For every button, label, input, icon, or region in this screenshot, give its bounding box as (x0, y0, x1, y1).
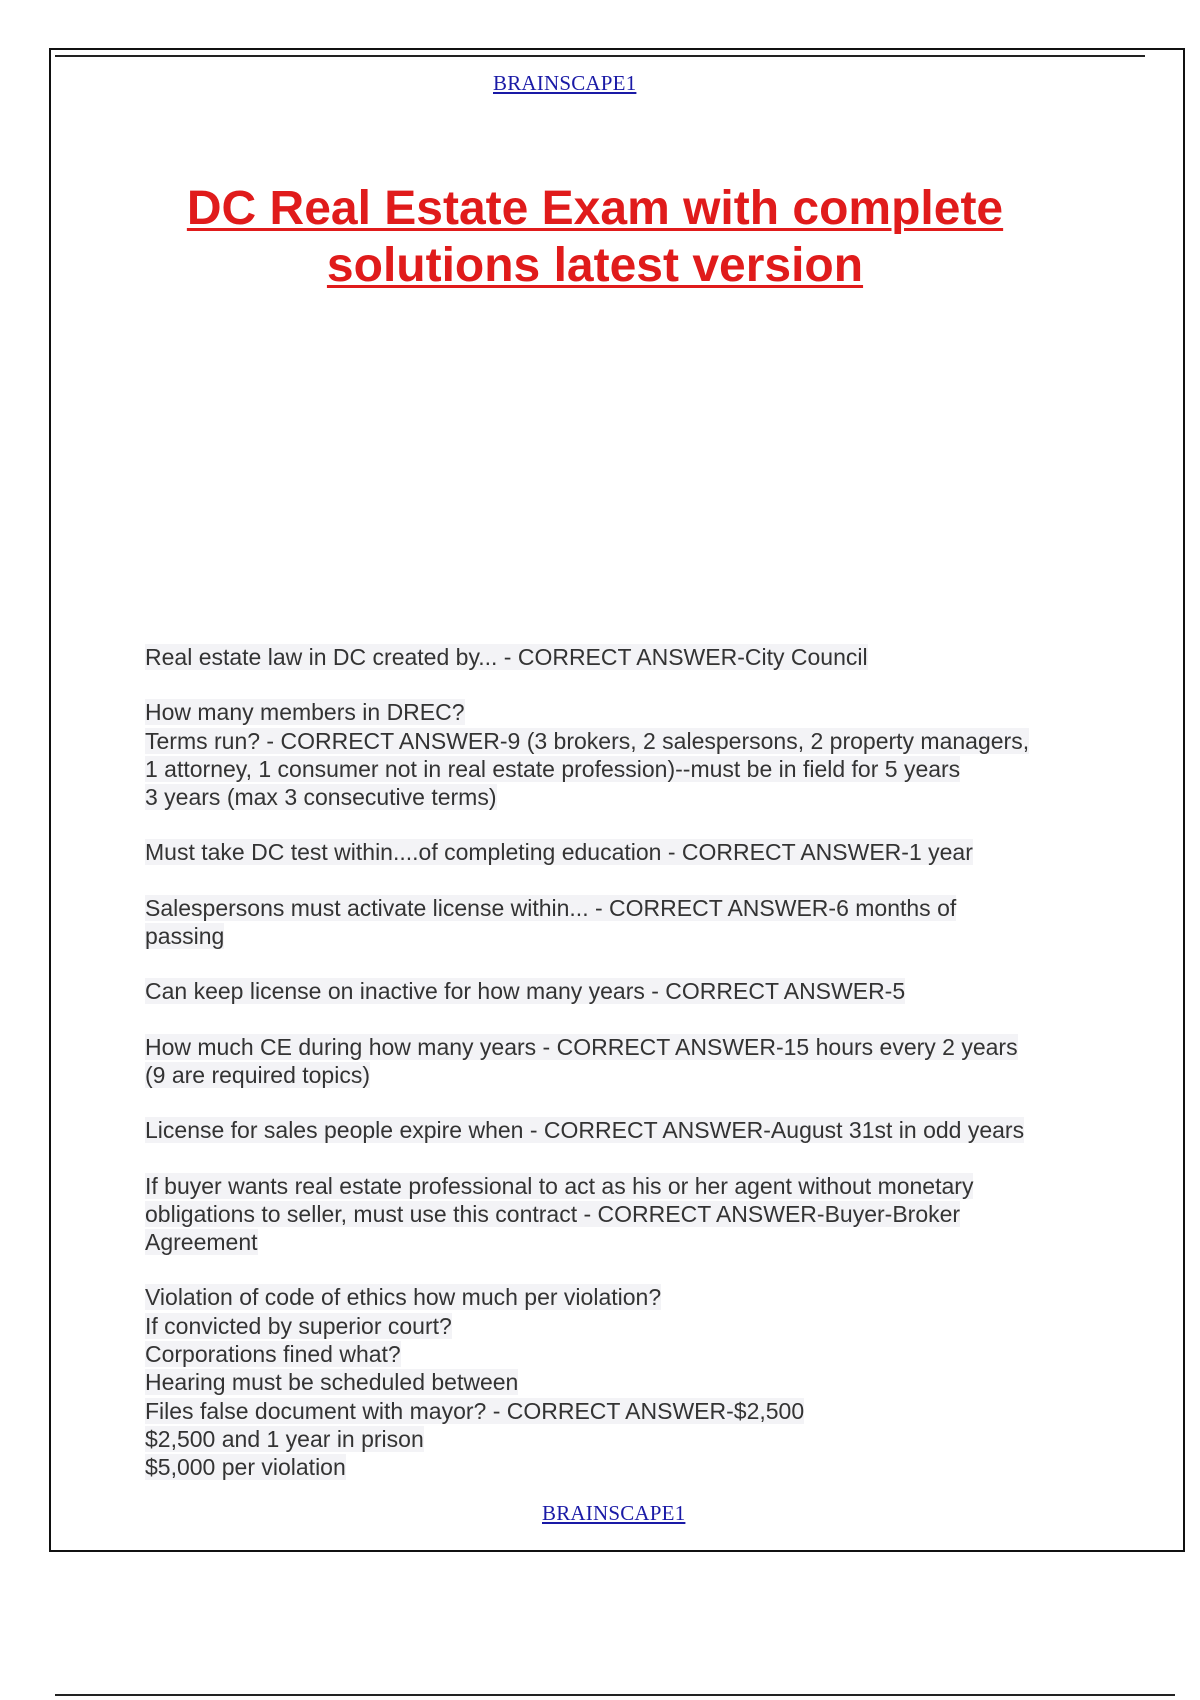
footer-brainscape-link[interactable]: BRAINSCAPE1 (542, 1501, 686, 1525)
qa-line-text: If convicted by superior court? (145, 1312, 452, 1339)
qa-entry (145, 1172, 1105, 1257)
qa-line (145, 894, 1105, 922)
qa-entry (145, 838, 1105, 866)
qa-line (145, 755, 1105, 783)
qa-line (145, 1061, 1105, 1089)
bottom-rule (55, 1694, 1175, 1696)
qa-line-text: 1 attorney, 1 consumer not in real estate profession)--must be in field for 5 years (145, 755, 961, 782)
qa-line-text: $2,500 and 1 year in prison (145, 1425, 424, 1452)
qa-line-text: Agreement (145, 1229, 258, 1256)
qa-entry (145, 894, 1105, 951)
qa-line (145, 1200, 1105, 1228)
qa-line-text: Files false document with mayor? - CORRECT ANSWER-$2,500 (145, 1397, 805, 1424)
qa-line-text: Salespersons must activate license within... - CORRECT ANSWER-6 months of (145, 894, 957, 921)
qa-line (145, 727, 1105, 755)
qa-line (145, 1397, 1105, 1425)
qa-line (145, 1312, 1105, 1340)
qa-line-text: Must take DC test within....of completing education - CORRECT ANSWER-1 year (145, 839, 973, 866)
document-title (150, 180, 1040, 294)
qa-line (145, 1340, 1105, 1368)
qa-line (145, 698, 1105, 726)
title-line-2: solutions latest version (326, 239, 864, 292)
qa-line (145, 1116, 1105, 1144)
qa-entry (145, 1116, 1105, 1144)
qa-line-text: passing (145, 923, 225, 950)
qa-line-text: 3 years (max 3 consecutive terms) (145, 784, 497, 811)
qa-entry (145, 1283, 1105, 1481)
qa-line-text: Can keep license on inactive for how many years - CORRECT ANSWER-5 (145, 978, 906, 1005)
qa-line-text: $5,000 per violation (145, 1454, 346, 1481)
qa-line-text: License for sales people expire when - CORRECT ANSWER-August 31st in odd years (145, 1117, 1025, 1144)
qa-line (145, 1172, 1105, 1200)
qa-line (145, 838, 1105, 866)
qa-entry (145, 1033, 1105, 1090)
qa-list (145, 643, 1105, 1509)
qa-line-text: Terms run? - CORRECT ANSWER-9 (3 brokers, 2 salespersons, 2 property managers, (145, 727, 1030, 754)
qa-entry (145, 643, 1105, 671)
qa-line (145, 922, 1105, 950)
qa-line-text: If buyer wants real estate professional to act as his or her agent without monetary (145, 1172, 974, 1199)
qa-line (145, 783, 1105, 811)
qa-line-text: (9 are required topics) (145, 1061, 370, 1088)
header-brainscape-link[interactable]: BRAINSCAPE1 (493, 71, 637, 95)
qa-line (145, 643, 1105, 671)
qa-line-text: Hearing must be scheduled between (145, 1369, 519, 1396)
qa-line-text: obligations to seller, must use this contract - CORRECT ANSWER-Buyer-Broker (145, 1200, 961, 1227)
qa-line (145, 1425, 1105, 1453)
title-line-1: DC Real Estate Exam with complete (186, 182, 1004, 235)
qa-entry (145, 977, 1105, 1005)
qa-line-text: Corporations fined what? (145, 1341, 401, 1368)
qa-entry (145, 698, 1105, 811)
top-rule (55, 55, 1145, 57)
qa-line-text: Real estate law in DC created by... - CORRECT ANSWER-City Council (145, 644, 868, 670)
qa-line (145, 1228, 1105, 1256)
qa-line (145, 1283, 1105, 1311)
qa-line (145, 977, 1105, 1005)
qa-line-text: How much CE during how many years - CORRECT ANSWER-15 hours every 2 years (145, 1033, 1018, 1060)
qa-line-text: Violation of code of ethics how much per violation? (145, 1284, 662, 1311)
qa-line (145, 1453, 1105, 1481)
qa-line (145, 1368, 1105, 1396)
qa-line (145, 1033, 1105, 1061)
qa-line-text: How many members in DREC? (145, 699, 465, 726)
